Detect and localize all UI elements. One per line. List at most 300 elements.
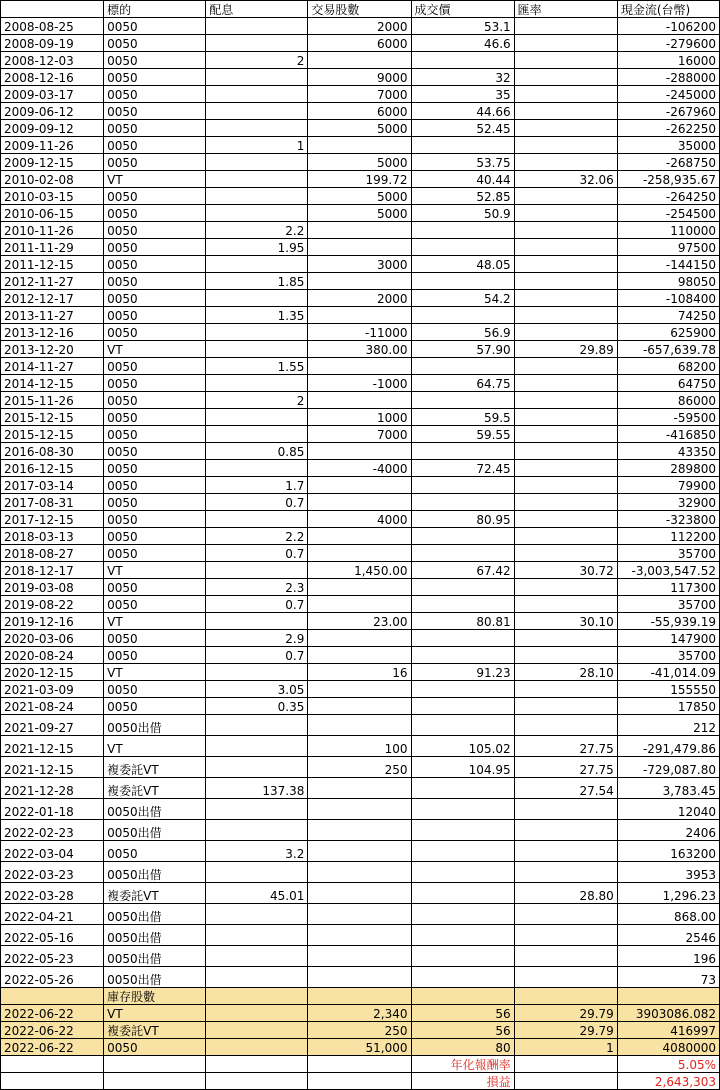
shares-cell[interactable]: 23.00 <box>308 613 411 630</box>
date-cell[interactable]: 2015-11-26 <box>1 392 104 409</box>
fx-rate-cell[interactable]: 1 <box>514 1039 617 1056</box>
fx-rate-cell[interactable] <box>514 358 617 375</box>
ticker-cell[interactable]: 0050 <box>104 205 206 222</box>
dividend-cell[interactable]: 1.35 <box>206 307 308 324</box>
fx-rate-cell[interactable] <box>514 988 617 1005</box>
ticker-cell[interactable]: 0050 <box>104 239 206 256</box>
dividend-cell[interactable]: 1 <box>206 137 308 154</box>
dividend-cell[interactable]: 0.7 <box>206 545 308 562</box>
cashflow-cell[interactable]: 35000 <box>617 137 719 154</box>
ticker-cell[interactable] <box>104 1073 206 1090</box>
ticker-cell[interactable]: 複委託VT <box>104 778 206 799</box>
dividend-cell[interactable] <box>206 946 308 967</box>
ticker-cell[interactable]: 0050 <box>104 477 206 494</box>
ticker-cell[interactable]: 0050 <box>104 69 206 86</box>
date-cell[interactable]: 2020-08-24 <box>1 647 104 664</box>
dividend-cell[interactable]: 0.7 <box>206 494 308 511</box>
fx-rate-cell[interactable] <box>514 698 617 715</box>
fx-rate-cell[interactable] <box>514 103 617 120</box>
fx-rate-cell[interactable] <box>514 443 617 460</box>
date-cell[interactable]: 2008-12-03 <box>1 52 104 69</box>
dividend-cell[interactable]: 0.35 <box>206 698 308 715</box>
date-cell[interactable]: 2009-11-26 <box>1 137 104 154</box>
dividend-cell[interactable]: 2.3 <box>206 579 308 596</box>
date-cell[interactable]: 2017-08-31 <box>1 494 104 511</box>
cashflow-cell[interactable]: -254500 <box>617 205 719 222</box>
ticker-cell[interactable]: 0050 <box>104 256 206 273</box>
fx-rate-cell[interactable] <box>514 86 617 103</box>
cashflow-cell[interactable]: 2406 <box>617 820 719 841</box>
shares-cell[interactable] <box>308 820 411 841</box>
cashflow-cell[interactable]: -268750 <box>617 154 719 171</box>
date-cell[interactable] <box>1 988 104 1005</box>
cashflow-cell[interactable]: -729,087.80 <box>617 757 719 778</box>
date-cell[interactable]: 2017-03-14 <box>1 477 104 494</box>
ticker-cell[interactable]: 0050 <box>104 647 206 664</box>
dividend-cell[interactable] <box>206 562 308 579</box>
ticker-cell[interactable]: 0050 <box>104 1039 206 1056</box>
shares-cell[interactable] <box>308 528 411 545</box>
ticker-cell[interactable]: 0050出借 <box>104 820 206 841</box>
date-cell[interactable]: 2021-12-15 <box>1 736 104 757</box>
shares-cell[interactable] <box>308 681 411 698</box>
dividend-cell[interactable]: 2.2 <box>206 222 308 239</box>
cashflow-cell[interactable]: 35700 <box>617 596 719 613</box>
ticker-cell[interactable] <box>104 1056 206 1073</box>
price-cell[interactable]: 40.44 <box>411 171 514 188</box>
dividend-cell[interactable] <box>206 967 308 988</box>
dividend-cell[interactable]: 0.7 <box>206 647 308 664</box>
cashflow-cell[interactable]: 2,643,303 <box>617 1073 719 1090</box>
price-cell[interactable] <box>411 630 514 647</box>
date-cell[interactable]: 2018-03-13 <box>1 528 104 545</box>
dividend-cell[interactable]: 1.7 <box>206 477 308 494</box>
shares-cell[interactable] <box>308 799 411 820</box>
date-cell[interactable]: 2013-12-16 <box>1 324 104 341</box>
price-cell[interactable] <box>411 273 514 290</box>
price-cell[interactable] <box>411 883 514 904</box>
price-cell[interactable]: 32 <box>411 69 514 86</box>
ticker-cell[interactable]: 0050 <box>104 290 206 307</box>
dividend-cell[interactable]: 3.2 <box>206 841 308 862</box>
date-cell[interactable] <box>1 1 104 18</box>
ticker-cell[interactable]: 0050 <box>104 409 206 426</box>
fx-rate-cell[interactable] <box>514 460 617 477</box>
shares-cell[interactable] <box>308 239 411 256</box>
shares-cell[interactable] <box>308 715 411 736</box>
date-cell[interactable]: 2015-12-15 <box>1 409 104 426</box>
dividend-cell[interactable] <box>206 736 308 757</box>
dividend-cell[interactable]: 2.9 <box>206 630 308 647</box>
ticker-cell[interactable]: 0050 <box>104 426 206 443</box>
dividend-cell[interactable] <box>206 171 308 188</box>
dividend-cell[interactable]: 2.2 <box>206 528 308 545</box>
dividend-cell[interactable] <box>206 460 308 477</box>
date-cell[interactable]: 2010-02-08 <box>1 171 104 188</box>
fx-rate-cell[interactable] <box>514 392 617 409</box>
dividend-cell[interactable]: 45.01 <box>206 883 308 904</box>
price-cell[interactable] <box>411 239 514 256</box>
shares-cell[interactable] <box>308 630 411 647</box>
fx-rate-cell[interactable] <box>514 52 617 69</box>
price-cell[interactable] <box>411 778 514 799</box>
price-cell[interactable]: 80.95 <box>411 511 514 528</box>
fx-rate-cell[interactable] <box>514 946 617 967</box>
price-cell[interactable] <box>411 494 514 511</box>
shares-cell[interactable]: 5000 <box>308 154 411 171</box>
date-cell[interactable]: 2020-03-06 <box>1 630 104 647</box>
price-cell[interactable]: 105.02 <box>411 736 514 757</box>
date-cell[interactable]: 2012-12-17 <box>1 290 104 307</box>
fx-rate-cell[interactable] <box>514 799 617 820</box>
dividend-cell[interactable] <box>206 324 308 341</box>
dividend-cell[interactable] <box>206 120 308 137</box>
shares-cell[interactable] <box>308 545 411 562</box>
shares-cell[interactable] <box>308 596 411 613</box>
ticker-cell[interactable]: VT <box>104 171 206 188</box>
ticker-cell[interactable]: 0050 <box>104 307 206 324</box>
fx-rate-cell[interactable]: 32.06 <box>514 171 617 188</box>
cashflow-cell[interactable]: 868.00 <box>617 904 719 925</box>
date-cell[interactable]: 2020-12-15 <box>1 664 104 681</box>
dividend-cell[interactable] <box>206 799 308 820</box>
shares-cell[interactable] <box>308 698 411 715</box>
price-cell[interactable]: 年化報酬率 <box>411 1056 514 1073</box>
price-cell[interactable]: 80.81 <box>411 613 514 630</box>
dividend-cell[interactable] <box>206 69 308 86</box>
price-cell[interactable] <box>411 222 514 239</box>
cashflow-cell[interactable]: 3953 <box>617 862 719 883</box>
dividend-cell[interactable] <box>206 1005 308 1022</box>
dividend-cell[interactable]: 137.38 <box>206 778 308 799</box>
shares-cell[interactable]: 9000 <box>308 69 411 86</box>
fx-rate-cell[interactable] <box>514 1056 617 1073</box>
fx-rate-cell[interactable] <box>514 841 617 862</box>
fx-rate-cell[interactable]: 30.10 <box>514 613 617 630</box>
fx-rate-cell[interactable]: 28.80 <box>514 883 617 904</box>
date-cell[interactable]: 2022-02-23 <box>1 820 104 841</box>
ticker-cell[interactable]: 0050 <box>104 222 206 239</box>
cashflow-cell[interactable]: -245000 <box>617 86 719 103</box>
ticker-cell[interactable]: VT <box>104 736 206 757</box>
ticker-cell[interactable]: 0050 <box>104 137 206 154</box>
date-cell[interactable]: 2021-09-27 <box>1 715 104 736</box>
shares-cell[interactable]: 2000 <box>308 18 411 35</box>
dividend-cell[interactable] <box>206 188 308 205</box>
date-cell[interactable]: 2011-11-29 <box>1 239 104 256</box>
dividend-cell[interactable]: 3.05 <box>206 681 308 698</box>
ticker-cell[interactable]: 0050 <box>104 86 206 103</box>
cashflow-cell[interactable]: 17850 <box>617 698 719 715</box>
price-cell[interactable] <box>411 579 514 596</box>
cashflow-cell[interactable]: 155550 <box>617 681 719 698</box>
date-cell[interactable]: 2018-12-17 <box>1 562 104 579</box>
cashflow-cell[interactable]: 117300 <box>617 579 719 596</box>
shares-cell[interactable] <box>308 579 411 596</box>
price-cell[interactable]: 50.9 <box>411 205 514 222</box>
price-cell[interactable]: 59.5 <box>411 409 514 426</box>
dividend-cell[interactable] <box>206 1039 308 1056</box>
shares-cell[interactable]: 1,450.00 <box>308 562 411 579</box>
cashflow-cell[interactable]: -279600 <box>617 35 719 52</box>
fx-rate-cell[interactable] <box>514 681 617 698</box>
shares-cell[interactable] <box>308 52 411 69</box>
shares-cell[interactable]: 5000 <box>308 205 411 222</box>
dividend-cell[interactable] <box>206 290 308 307</box>
date-cell[interactable]: 2022-05-23 <box>1 946 104 967</box>
fx-rate-cell[interactable] <box>514 477 617 494</box>
price-cell[interactable] <box>411 698 514 715</box>
price-cell[interactable] <box>411 392 514 409</box>
shares-cell[interactable]: 4000 <box>308 511 411 528</box>
fx-rate-cell[interactable]: 27.75 <box>514 736 617 757</box>
dividend-cell[interactable] <box>206 613 308 630</box>
shares-cell[interactable]: 6000 <box>308 35 411 52</box>
fx-rate-cell[interactable]: 27.75 <box>514 757 617 778</box>
cashflow-cell[interactable] <box>617 988 719 1005</box>
fx-rate-cell[interactable] <box>514 205 617 222</box>
ticker-cell[interactable]: VT <box>104 613 206 630</box>
dividend-cell[interactable] <box>206 664 308 681</box>
fx-rate-cell[interactable] <box>514 545 617 562</box>
cashflow-cell[interactable]: 現金流(台幣) <box>617 1 719 18</box>
cashflow-cell[interactable]: 98050 <box>617 273 719 290</box>
cashflow-cell[interactable]: -258,935.67 <box>617 171 719 188</box>
price-cell[interactable]: 104.95 <box>411 757 514 778</box>
date-cell[interactable]: 2014-12-15 <box>1 375 104 392</box>
ticker-cell[interactable]: 0050 <box>104 630 206 647</box>
date-cell[interactable]: 2021-12-28 <box>1 778 104 799</box>
dividend-cell[interactable]: 2 <box>206 392 308 409</box>
cashflow-cell[interactable]: 43350 <box>617 443 719 460</box>
date-cell[interactable]: 2022-06-22 <box>1 1005 104 1022</box>
price-cell[interactable]: 72.45 <box>411 460 514 477</box>
fx-rate-cell[interactable] <box>514 630 617 647</box>
date-cell[interactable]: 2009-06-12 <box>1 103 104 120</box>
fx-rate-cell[interactable]: 匯率 <box>514 1 617 18</box>
ticker-cell[interactable]: 0050 <box>104 103 206 120</box>
dividend-cell[interactable]: 1.55 <box>206 358 308 375</box>
dividend-cell[interactable] <box>206 925 308 946</box>
date-cell[interactable]: 2008-09-19 <box>1 35 104 52</box>
price-cell[interactable]: 53.1 <box>411 18 514 35</box>
ticker-cell[interactable]: 0050出借 <box>104 967 206 988</box>
dividend-cell[interactable] <box>206 1022 308 1039</box>
dividend-cell[interactable]: 1.85 <box>206 273 308 290</box>
fx-rate-cell[interactable] <box>514 715 617 736</box>
ticker-cell[interactable]: 標的 <box>104 1 206 18</box>
ticker-cell[interactable]: 0050出借 <box>104 862 206 883</box>
price-cell[interactable] <box>411 596 514 613</box>
shares-cell[interactable] <box>308 1073 411 1090</box>
dividend-cell[interactable] <box>206 86 308 103</box>
date-cell[interactable]: 2022-06-22 <box>1 1039 104 1056</box>
shares-cell[interactable]: 2,340 <box>308 1005 411 1022</box>
date-cell[interactable]: 2009-03-17 <box>1 86 104 103</box>
price-cell[interactable] <box>411 715 514 736</box>
fx-rate-cell[interactable] <box>514 862 617 883</box>
shares-cell[interactable]: 1000 <box>308 409 411 426</box>
fx-rate-cell[interactable] <box>514 967 617 988</box>
date-cell[interactable]: 2008-08-25 <box>1 18 104 35</box>
fx-rate-cell[interactable] <box>514 528 617 545</box>
shares-cell[interactable]: 7000 <box>308 426 411 443</box>
shares-cell[interactable]: 6000 <box>308 103 411 120</box>
date-cell[interactable]: 2022-06-22 <box>1 1022 104 1039</box>
dividend-cell[interactable] <box>206 18 308 35</box>
cashflow-cell[interactable]: -106200 <box>617 18 719 35</box>
price-cell[interactable]: 54.2 <box>411 290 514 307</box>
dividend-cell[interactable] <box>206 205 308 222</box>
price-cell[interactable] <box>411 841 514 862</box>
price-cell[interactable] <box>411 443 514 460</box>
date-cell[interactable]: 2013-11-27 <box>1 307 104 324</box>
cashflow-cell[interactable]: 86000 <box>617 392 719 409</box>
date-cell[interactable]: 2008-12-16 <box>1 69 104 86</box>
fx-rate-cell[interactable] <box>514 1073 617 1090</box>
fx-rate-cell[interactable] <box>514 324 617 341</box>
fx-rate-cell[interactable] <box>514 375 617 392</box>
cashflow-cell[interactable]: -416850 <box>617 426 719 443</box>
date-cell[interactable]: 2010-11-26 <box>1 222 104 239</box>
cashflow-cell[interactable]: 12040 <box>617 799 719 820</box>
shares-cell[interactable]: 5000 <box>308 120 411 137</box>
cashflow-cell[interactable]: 3903086.082 <box>617 1005 719 1022</box>
ticker-cell[interactable]: 0050 <box>104 528 206 545</box>
shares-cell[interactable] <box>308 988 411 1005</box>
cashflow-cell[interactable]: 32900 <box>617 494 719 511</box>
dividend-cell[interactable] <box>206 1073 308 1090</box>
dividend-cell[interactable] <box>206 904 308 925</box>
ticker-cell[interactable]: 0050 <box>104 18 206 35</box>
ticker-cell[interactable]: 0050 <box>104 35 206 52</box>
price-cell[interactable] <box>411 545 514 562</box>
fx-rate-cell[interactable]: 28.10 <box>514 664 617 681</box>
ticker-cell[interactable]: 0050 <box>104 579 206 596</box>
cashflow-cell[interactable]: 74250 <box>617 307 719 324</box>
cashflow-cell[interactable]: -59500 <box>617 409 719 426</box>
dividend-cell[interactable] <box>206 103 308 120</box>
shares-cell[interactable]: 199.72 <box>308 171 411 188</box>
fx-rate-cell[interactable] <box>514 137 617 154</box>
price-cell[interactable] <box>411 799 514 820</box>
cashflow-cell[interactable]: 147900 <box>617 630 719 647</box>
ticker-cell[interactable]: VT <box>104 1005 206 1022</box>
price-cell[interactable] <box>411 137 514 154</box>
ticker-cell[interactable]: 0050 <box>104 443 206 460</box>
fx-rate-cell[interactable] <box>514 426 617 443</box>
date-cell[interactable]: 2011-12-15 <box>1 256 104 273</box>
cashflow-cell[interactable]: 16000 <box>617 52 719 69</box>
cashflow-cell[interactable]: -291,479.86 <box>617 736 719 757</box>
date-cell[interactable]: 2022-04-21 <box>1 904 104 925</box>
date-cell[interactable] <box>1 1073 104 1090</box>
date-cell[interactable]: 2022-01-18 <box>1 799 104 820</box>
shares-cell[interactable]: -11000 <box>308 324 411 341</box>
price-cell[interactable]: 53.75 <box>411 154 514 171</box>
ticker-cell[interactable]: VT <box>104 341 206 358</box>
shares-cell[interactable] <box>308 273 411 290</box>
shares-cell[interactable] <box>308 647 411 664</box>
price-cell[interactable]: 46.6 <box>411 35 514 52</box>
price-cell[interactable] <box>411 358 514 375</box>
cashflow-cell[interactable]: 4080000 <box>617 1039 719 1056</box>
ticker-cell[interactable]: 0050 <box>104 545 206 562</box>
price-cell[interactable]: 56 <box>411 1005 514 1022</box>
shares-cell[interactable] <box>308 1056 411 1073</box>
fx-rate-cell[interactable]: 27.54 <box>514 778 617 799</box>
date-cell[interactable]: 2013-12-20 <box>1 341 104 358</box>
fx-rate-cell[interactable] <box>514 579 617 596</box>
ticker-cell[interactable]: VT <box>104 664 206 681</box>
ticker-cell[interactable]: 0050 <box>104 392 206 409</box>
date-cell[interactable]: 2022-05-16 <box>1 925 104 946</box>
price-cell[interactable]: 56.9 <box>411 324 514 341</box>
fx-rate-cell[interactable]: 29.89 <box>514 341 617 358</box>
ticker-cell[interactable]: 0050 <box>104 52 206 69</box>
price-cell[interactable]: 57.90 <box>411 341 514 358</box>
price-cell[interactable] <box>411 820 514 841</box>
ticker-cell[interactable]: 0050 <box>104 841 206 862</box>
price-cell[interactable]: 損益 <box>411 1073 514 1090</box>
ticker-cell[interactable]: 0050出借 <box>104 904 206 925</box>
date-cell[interactable]: 2009-12-15 <box>1 154 104 171</box>
ticker-cell[interactable]: 0050出借 <box>104 925 206 946</box>
ticker-cell[interactable]: 0050 <box>104 273 206 290</box>
ticker-cell[interactable]: 複委託VT <box>104 1022 206 1039</box>
date-cell[interactable]: 2016-12-15 <box>1 460 104 477</box>
ticker-cell[interactable]: 0050 <box>104 324 206 341</box>
fx-rate-cell[interactable] <box>514 35 617 52</box>
fx-rate-cell[interactable] <box>514 154 617 171</box>
fx-rate-cell[interactable] <box>514 120 617 137</box>
price-cell[interactable] <box>411 988 514 1005</box>
shares-cell[interactable]: 250 <box>308 757 411 778</box>
ticker-cell[interactable]: 0050 <box>104 596 206 613</box>
cashflow-cell[interactable]: 79900 <box>617 477 719 494</box>
dividend-cell[interactable] <box>206 256 308 273</box>
fx-rate-cell[interactable] <box>514 820 617 841</box>
cashflow-cell[interactable]: 68200 <box>617 358 719 375</box>
shares-cell[interactable]: 16 <box>308 664 411 681</box>
cashflow-cell[interactable]: 1,296.23 <box>617 883 719 904</box>
ticker-cell[interactable]: 0050 <box>104 188 206 205</box>
date-cell[interactable]: 2019-03-08 <box>1 579 104 596</box>
shares-cell[interactable] <box>308 925 411 946</box>
price-cell[interactable]: 52.85 <box>411 188 514 205</box>
dividend-cell[interactable]: 0.7 <box>206 596 308 613</box>
cashflow-cell[interactable]: -108400 <box>617 290 719 307</box>
dividend-cell[interactable] <box>206 35 308 52</box>
fx-rate-cell[interactable] <box>514 925 617 946</box>
cashflow-cell[interactable]: -41,014.09 <box>617 664 719 681</box>
dividend-cell[interactable] <box>206 988 308 1005</box>
price-cell[interactable]: 成交價 <box>411 1 514 18</box>
cashflow-cell[interactable]: 35700 <box>617 647 719 664</box>
shares-cell[interactable] <box>308 392 411 409</box>
fx-rate-cell[interactable] <box>514 307 617 324</box>
dividend-cell[interactable] <box>206 511 308 528</box>
shares-cell[interactable] <box>308 443 411 460</box>
price-cell[interactable] <box>411 967 514 988</box>
price-cell[interactable] <box>411 925 514 946</box>
price-cell[interactable] <box>411 52 514 69</box>
fx-rate-cell[interactable] <box>514 256 617 273</box>
cashflow-cell[interactable]: 212 <box>617 715 719 736</box>
price-cell[interactable] <box>411 681 514 698</box>
date-cell[interactable]: 2022-03-23 <box>1 862 104 883</box>
fx-rate-cell[interactable] <box>514 18 617 35</box>
